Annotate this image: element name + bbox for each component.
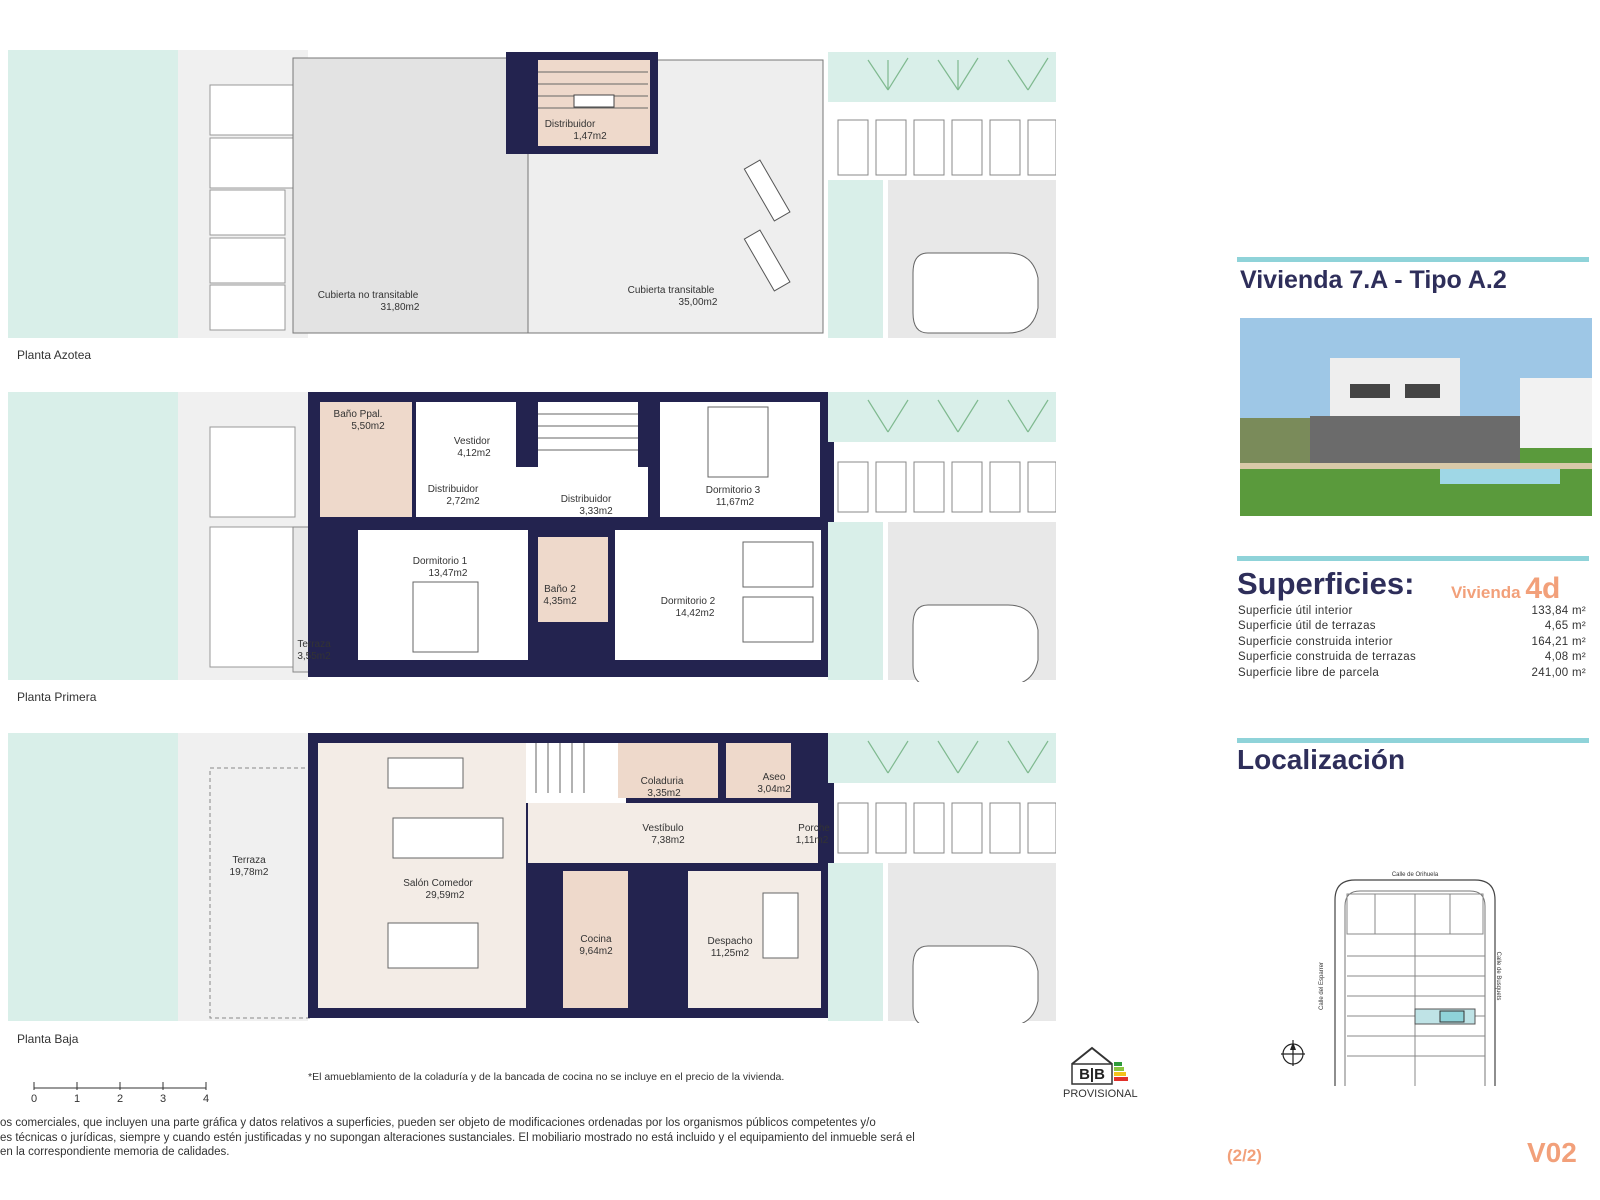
- superficie-value: 133,84 m²: [1531, 605, 1586, 617]
- superficie-row: [1238, 666, 1586, 681]
- baja-vestibulo-area: 7,38m2: [651, 835, 685, 846]
- disclaimer-line-1: os comerciales, que incluyen una parte gráfica y datos relativos a superficies, pueden ser objeto de modificaciones ordenadas por los organismos públicos competentes y/o: [0, 1117, 876, 1129]
- primera-bano-2-area: 4,35m2: [543, 596, 577, 607]
- superficie-label: Superficie construida interior: [1238, 635, 1393, 648]
- superficie-row: [1238, 604, 1586, 619]
- scale-tick-3: 3: [159, 1093, 167, 1105]
- primera-dormitorio-1-name: Dormitorio 1: [412, 556, 468, 567]
- localizacion-rule: [1237, 738, 1589, 743]
- primera-dormitorio-2-name: Dormitorio 2: [660, 596, 716, 607]
- superficie-row: [1238, 619, 1586, 634]
- azotea-cubierta-no-transitable-area: 31,80m2: [380, 302, 420, 313]
- primera-bano-2-name: Baño 2: [544, 584, 576, 595]
- version-label: V02: [1527, 1137, 1577, 1168]
- superficies-title: Superficies:: [1237, 566, 1415, 601]
- primera-distribuidor-b-name: Distribuidor: [560, 494, 612, 505]
- property-title: Vivienda 7.A - Tipo A.2: [1240, 266, 1507, 294]
- map-street-right: Calle de Busquets: [1495, 951, 1501, 1001]
- primera-dormitorio-1-area: 13,47m2: [428, 568, 468, 579]
- localizacion-title: Localización: [1237, 744, 1406, 775]
- primera-bano-ppal-area: 5,50m2: [351, 421, 385, 432]
- plan-baja: [8, 733, 1056, 1023]
- scale-tick-0: 0: [30, 1093, 38, 1105]
- primera-distribuidor-a-area: 2,72m2: [446, 496, 480, 507]
- superficie-label: Superficie construida de terrazas: [1238, 651, 1417, 664]
- energy-rating-icon: [1068, 1044, 1134, 1086]
- azotea-distribuidor-name: Distribuidor: [544, 119, 596, 130]
- scale-tick-4: 4: [202, 1093, 210, 1105]
- baja-vestibulo-name: Vestíbulo: [642, 823, 684, 834]
- site-map: [1275, 866, 1505, 1086]
- baja-terraza-area: 19,78m2: [229, 867, 269, 878]
- vivienda-type-value: 4d: [1525, 572, 1561, 605]
- footnote: *El amueblamiento de la coladuría y de la bancada de cocina no se incluye en el precio de la vivienda.: [308, 1071, 785, 1083]
- superficie-label: Superficie útil interior: [1238, 605, 1353, 617]
- primera-drawing: [8, 392, 1056, 682]
- scale-bar: [30, 1082, 215, 1105]
- baja-aseo-area: 3,04m2: [757, 784, 791, 795]
- baja-coladuria-area: 3,35m2: [647, 788, 681, 799]
- disclaimer-line-2: es técnicas o jurídicas, siempre y cuando estén justificadas y no supongan alteraciones sustanciales. El mobiliario mostrado no está incluido y el equipamiento del inmueble será el: [0, 1131, 915, 1144]
- primera-vestidor-name: Vestidor: [453, 436, 491, 447]
- superficies-table: [1238, 604, 1586, 681]
- primera-terraza-name: Terraza: [297, 639, 331, 650]
- azotea-drawing: [8, 50, 1056, 340]
- azotea-cubierta-no-transitable-name: Cubierta no transitable: [317, 290, 419, 301]
- energy-letters: B|B: [1079, 1066, 1105, 1083]
- baja-salon-comedor-name: Salón Comedor: [403, 878, 473, 889]
- baja-despacho-name: Despacho: [707, 936, 753, 947]
- map-street-top: Calle de Orihuela: [1391, 872, 1439, 878]
- plan-azotea: [8, 50, 1056, 340]
- baja-salon-comedor-area: 29,59m2: [425, 890, 465, 901]
- superficie-value: 164,21 m²: [1531, 635, 1586, 648]
- superficie-value: 4,08 m²: [1544, 651, 1586, 664]
- vivienda-label: Vivienda: [1451, 583, 1521, 602]
- baja-porche-area: 1,11m2: [795, 835, 829, 846]
- property-photo: [1240, 318, 1592, 516]
- azotea-distribuidor-area: 1,47m2: [573, 131, 607, 142]
- superficie-row: [1238, 635, 1586, 650]
- vivienda-type: [1451, 572, 1560, 606]
- floor-label-azotea: Planta Azotea: [17, 348, 92, 362]
- baja-cocina-name: Cocina: [580, 934, 612, 945]
- primera-dormitorio-3-name: Dormitorio 3: [705, 485, 761, 496]
- superficies-rule: [1237, 556, 1589, 561]
- floor-label-baja: Planta Baja: [17, 1032, 79, 1046]
- scale-tick-2: 2: [116, 1093, 124, 1105]
- azotea-cubierta-transitable-name: Cubierta transitable: [627, 285, 715, 296]
- energy-provisional: PROVISIONAL: [1063, 1088, 1138, 1100]
- baja-cocina-area: 9,64m2: [579, 946, 613, 957]
- disclaimer-line-3: en la correspondiente memoria de calidades.: [0, 1146, 230, 1158]
- superficie-label: Superficie libre de parcela: [1238, 666, 1380, 679]
- primera-dormitorio-3-area: 11,67m2: [715, 497, 755, 508]
- disclaimer: [0, 1116, 1150, 1160]
- baja-drawing: [8, 733, 1056, 1023]
- baja-despacho-area: 11,25m2: [710, 948, 750, 959]
- baja-aseo-name: Aseo: [762, 772, 786, 783]
- north-arrow-icon: [1281, 1040, 1305, 1066]
- scale-tick-1: 1: [73, 1093, 81, 1105]
- superficie-value: 4,65 m²: [1544, 620, 1586, 633]
- superficie-label: Superficie útil de terrazas: [1238, 620, 1376, 633]
- primera-vestidor-area: 4,12m2: [457, 448, 491, 459]
- plan-primera: [8, 392, 1056, 682]
- superficie-row: [1238, 650, 1586, 665]
- baja-coladuria-name: Coladuria: [640, 776, 684, 787]
- primera-dormitorio-2-area: 14,42m2: [675, 608, 715, 619]
- primera-terraza-area: 3,55m2: [297, 651, 331, 662]
- azotea-cubierta-transitable-area: 35,00m2: [678, 297, 718, 308]
- primera-distribuidor-a-name: Distribuidor: [427, 484, 479, 495]
- title-rule: [1237, 257, 1589, 262]
- page-number: (2/2): [1227, 1146, 1262, 1165]
- primera-bano-ppal-name: Baño Ppal.: [333, 409, 383, 420]
- floor-label-primera: Planta Primera: [17, 690, 97, 704]
- primera-distribuidor-b-area: 3,33m2: [579, 506, 613, 517]
- baja-terraza-name: Terraza: [232, 855, 266, 866]
- superficie-value: 241,00 m²: [1531, 666, 1586, 679]
- baja-porche-name: Porche: [798, 823, 830, 834]
- map-street-left: Calle del Esparrer: [1319, 961, 1325, 1011]
